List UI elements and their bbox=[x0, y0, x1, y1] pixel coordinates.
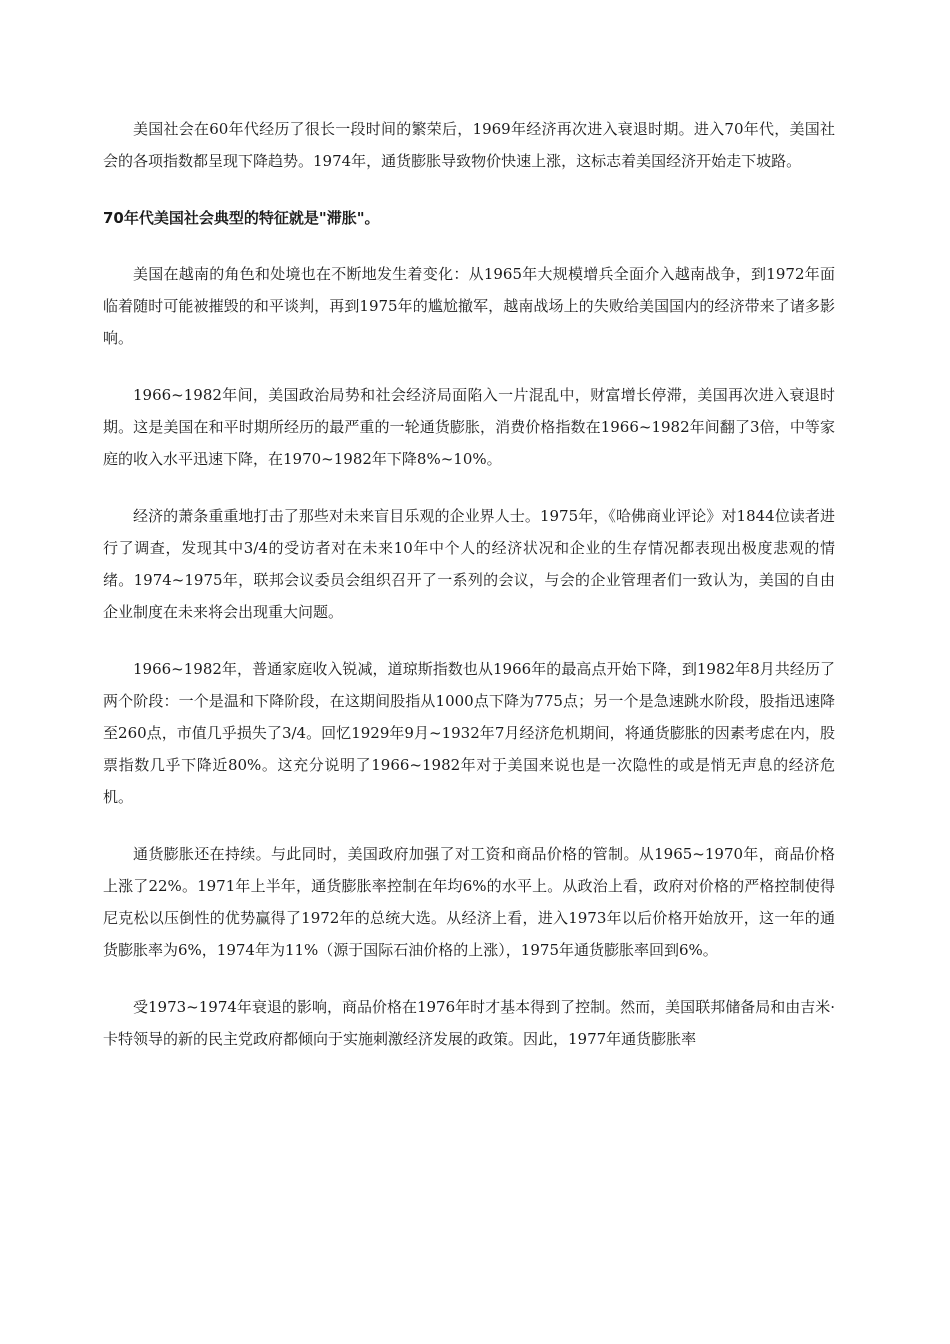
paragraph-6: 通货膨胀还在持续。与此同时，美国政府加强了对工资和商品价格的管制。从1965~1970年，商品价格上涨了22%。1971年上半年，通货膨胀率控制在年均6%的水平上。从政治上看，政府对价格的严格控制使得尼克松以压倒性的优势赢得了1972年的总统大选。从经济上看，进入1973年以后价格开始放开，这一年的通货膨胀率为6%，1974年为11%（源于国际石油价格的上涨），1975年通货膨胀率回到6%。 bbox=[103, 845, 835, 959]
paragraph-4: 经济的萧条重重地打击了那些对未来盲目乐观的企业界人士。1975年，《哈佛商业评论》对1844位读者进行了调查，发现其中3/4的受访者对在未来10年中个人的经济状况和企业的生存情况都表现出极度悲观的情绪。1974~1975年，联邦会议委员会组织召开了一系列的会议，与会的企业管理者们一致认为，美国的自由企业制度在未来将会出现重大问题。 bbox=[103, 507, 835, 621]
paragraph-2: 美国在越南的角色和处境也在不断地发生着变化：从1965年大规模增兵全面介入越南战争，到1972年面临着随时可能被摧毁的和平谈判，再到1975年的尴尬撤军，越南战场上的失败给美国国内的经济带来了诸多影响。 bbox=[103, 265, 835, 347]
section-heading: 70年代美国社会典型的特征就是"滞胀"。 bbox=[103, 209, 380, 227]
paragraph-1: 美国社会在60年代经历了很长一段时间的繁荣后，1969年经济再次进入衰退时期。进入70年代，美国社会的各项指数都呈现下降趋势。1974年，通货膨胀导致物价快速上涨，这标志着美国经济开始走下坡路。 bbox=[103, 120, 835, 170]
paragraph-3: 1966~1982年间，美国政治局势和社会经济局面陷入一片混乱中，财富增长停滞，美国再次进入衰退时期。这是美国在和平时期所经历的最严重的一轮通货膨胀，消费价格指数在1966~1982年间翻了3倍，中等家庭的收入水平迅速下降，在1970~1982年下降8%~10%。 bbox=[103, 386, 835, 468]
paragraph-7: 受1973~1974年衰退的影响，商品价格在1976年时才基本得到了控制。然而，美国联邦储备局和由吉米·卡特领导的新的民主党政府都倾向于实施刺激经济发展的政策。因此，1977年通货膨胀率 bbox=[103, 998, 835, 1048]
document-page bbox=[103, 113, 835, 1080]
paragraph-5: 1966~1982年，普通家庭收入锐减，道琼斯指数也从1966年的最高点开始下降，到1982年8月共经历了两个阶段：一个是温和下降阶段，在这期间股指从1000点下降为775点；另一个是急速跳水阶段，股指迅速降至260点，市值几乎损失了3/4。回忆1929年9月~1932年7月经济危机期间，将通货膨胀的因素考虑在内，股票指数几乎下降近80%。这充分说明了1966~1982年对于美国来说也是一次隐性的或是悄无声息的经济危机。 bbox=[103, 660, 835, 806]
